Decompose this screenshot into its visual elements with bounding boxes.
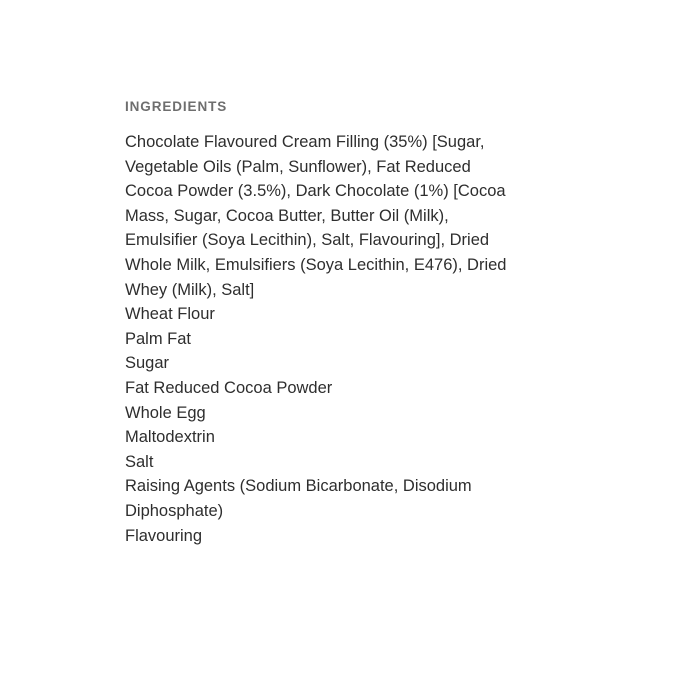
ingredient-item: Wheat Flour <box>125 305 215 324</box>
ingredient-item: Maltodextrin <box>125 428 215 447</box>
ingredients-heading: INGREDIENTS <box>125 99 228 114</box>
ingredients-panel <box>125 98 525 548</box>
ingredient-list <box>125 130 525 548</box>
ingredient-item: Sugar <box>125 354 170 373</box>
ingredient-item: Raising Agents (Sodium Bicarbonate, Disodium Diphosphate) <box>125 477 472 520</box>
ingredient-item: Palm Fat <box>125 329 192 348</box>
ingredient-item: Salt <box>125 452 154 471</box>
ingredient-item: Flavouring <box>125 526 203 545</box>
ingredient-item: Whole Egg <box>125 403 206 422</box>
ingredient-item: Fat Reduced Cocoa Powder <box>125 378 333 397</box>
ingredient-item: Chocolate Flavoured Cream Filling (35%) [Sugar, Vegetable Oils (Palm, Sunflower), Fat Reduced Cocoa Powder (3.5%), Dark Chocolate (1%) [Cocoa Mass, Sugar, Cocoa Butter, Butter Oil (Milk), Emulsifier (Soya Lecithin), Salt, Flavouring], Dried Whole Milk, Emulsifiers (Soya Lecithin, E476), Dried Whey (Milk), Salt] <box>125 133 507 299</box>
